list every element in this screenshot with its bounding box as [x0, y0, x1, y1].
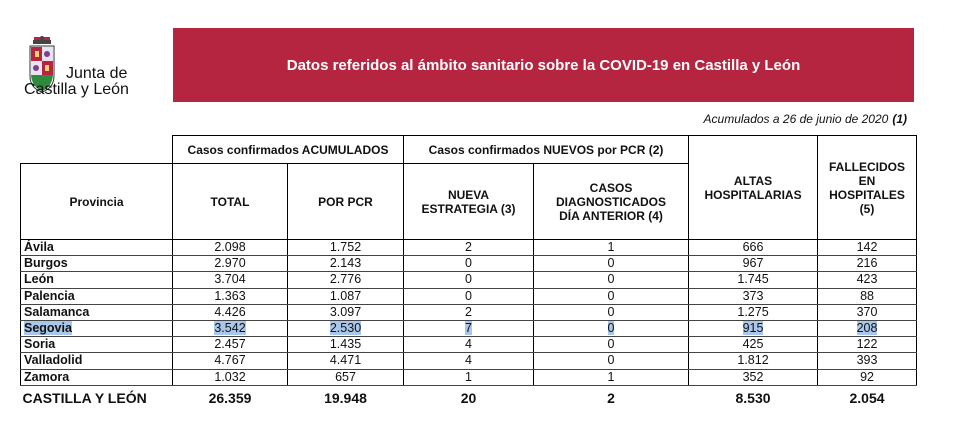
cell-por-pcr: [288, 369, 404, 385]
cell-value: 4.426: [214, 304, 246, 319]
cell-fallecidos: [818, 304, 917, 320]
cell-diag: [534, 272, 689, 288]
cell-value: 0: [607, 272, 615, 287]
cell-value: 4: [465, 353, 472, 368]
table-row: [21, 272, 917, 288]
accumulated-note: (1): [892, 112, 907, 126]
col-header-total: TOTAL: [173, 164, 288, 240]
group-header-acumulados: Casos confirmados ACUMULADOS: [173, 136, 404, 164]
cell-value: 393: [856, 353, 878, 368]
cell-value: 3.097: [329, 304, 362, 319]
cell-diag: [534, 369, 689, 385]
province-cell: [21, 320, 173, 336]
province-cell: [21, 353, 173, 369]
accumulated-date: [704, 112, 907, 126]
table-row: [21, 240, 917, 256]
cell-value: 370: [856, 304, 878, 319]
province-name: Zamora: [24, 369, 70, 384]
cell-por-pcr: [288, 240, 404, 256]
cell-value: 1.087: [329, 288, 362, 303]
cell-por-pcr: [288, 353, 404, 369]
cell-value: 92: [860, 369, 874, 384]
cell-value: 0: [607, 288, 615, 303]
cell-altas: [689, 240, 818, 256]
empty-corner: [21, 136, 173, 164]
cell-fallecidos: [818, 320, 917, 336]
totals-nueva: 20: [460, 389, 477, 406]
table-row: [21, 369, 917, 385]
cell-value: 1.435: [329, 337, 362, 352]
cell-altas: [689, 369, 818, 385]
cell-nueva: [404, 256, 534, 272]
cell-altas: [689, 288, 818, 304]
province-cell: [21, 369, 173, 385]
cell-nueva: [404, 288, 534, 304]
cell-value: 0: [607, 353, 615, 368]
table-row: [21, 288, 917, 304]
cell-value: 4.767: [214, 353, 246, 368]
cell-diag: [534, 304, 689, 320]
province-name: León: [24, 272, 54, 287]
cell-diag: [534, 353, 689, 369]
cell-value: 0: [607, 304, 615, 319]
cell-value: 0: [465, 288, 472, 303]
province-cell: [21, 304, 173, 320]
cell-fallecidos: [818, 353, 917, 369]
province-name: Palencia: [24, 288, 75, 303]
cell-nueva: [404, 240, 534, 256]
cell-nueva: [404, 272, 534, 288]
cell-value: 0: [607, 256, 615, 271]
logo-line2: Castilla y León: [24, 81, 129, 98]
cell-total: [173, 320, 288, 336]
cell-value: 1.752: [329, 240, 362, 255]
cell-value: 2.098: [214, 240, 246, 255]
cell-por-pcr: [288, 272, 404, 288]
cell-total: [173, 240, 288, 256]
table-row: [21, 337, 917, 353]
col-header-altas: ALTAS HOSPITALARIAS: [689, 136, 818, 240]
province-name: Ávila: [24, 240, 54, 255]
cell-altas: [689, 337, 818, 353]
cell-diag: [534, 320, 689, 336]
cell-total: [173, 369, 288, 385]
totals-row: [21, 385, 917, 410]
cell-value: 7: [465, 321, 472, 336]
header-band: [173, 28, 914, 102]
cell-value: 1.745: [737, 272, 769, 287]
cell-total: [173, 256, 288, 272]
cell-total: [173, 353, 288, 369]
cell-value: 657: [335, 369, 356, 384]
province-name: Burgos: [24, 256, 68, 271]
province-cell: [21, 272, 173, 288]
cell-total: [173, 337, 288, 353]
cell-value: 915: [742, 321, 764, 336]
cell-value: 666: [742, 240, 764, 255]
cell-value: 1.363: [214, 288, 246, 303]
cell-value: 1: [607, 369, 615, 384]
totals-diag: 2: [607, 389, 615, 406]
province-cell: [21, 288, 173, 304]
cell-value: 216: [856, 256, 878, 271]
cell-value: 2: [465, 304, 472, 319]
table-row: [21, 256, 917, 272]
table-row: [21, 353, 917, 369]
cell-diag: [534, 337, 689, 353]
cell-por-pcr: [288, 256, 404, 272]
accumulated-text: Acumulados a 26 de junio de 2020: [703, 112, 889, 126]
province-cell: [21, 256, 173, 272]
cell-fallecidos: [818, 272, 917, 288]
cell-value: 423: [856, 272, 878, 287]
province-cell: [21, 240, 173, 256]
cell-value: 208: [856, 321, 878, 336]
cell-por-pcr: [288, 304, 404, 320]
totals-altas: 8.530: [735, 389, 771, 406]
junta-logo: [24, 32, 154, 102]
cell-value: 2.143: [329, 256, 362, 271]
cell-value: 2.776: [329, 272, 362, 287]
cell-value: 4.471: [329, 353, 362, 368]
cell-por-pcr: [288, 320, 404, 336]
cell-value: 0: [607, 321, 615, 336]
cell-value: 1: [607, 240, 615, 255]
cell-diag: [534, 288, 689, 304]
cell-diag: [534, 256, 689, 272]
cell-fallecidos: [818, 288, 917, 304]
cell-nueva: [404, 337, 534, 353]
group-header-nuevos: Casos confirmados NUEVOS por PCR (2): [404, 136, 689, 164]
col-header-fallecidos: FALLECIDOS EN HOSPITALES (5): [818, 136, 917, 240]
province-name: Valladolid: [24, 353, 83, 368]
province-cell: [21, 337, 173, 353]
cell-value: 425: [742, 337, 764, 352]
cell-nueva: [404, 320, 534, 336]
cell-value: 0: [465, 256, 472, 271]
cell-nueva: [404, 304, 534, 320]
cell-value: 352: [742, 369, 764, 384]
province-name: Soria: [24, 337, 56, 352]
cell-value: 122: [856, 337, 878, 352]
cell-value: 3.542: [214, 321, 246, 336]
cell-value: 2.457: [214, 337, 246, 352]
cell-value: 2.970: [214, 256, 246, 271]
col-header-por-pcr: POR PCR: [288, 164, 404, 240]
cell-value: 1.032: [214, 369, 246, 384]
cell-altas: [689, 353, 818, 369]
cell-altas: [689, 320, 818, 336]
cell-nueva: [404, 353, 534, 369]
cell-por-pcr: [288, 337, 404, 353]
cell-fallecidos: [818, 256, 917, 272]
cell-altas: [689, 272, 818, 288]
col-header-nueva-estrategia: NUEVA ESTRATEGIA (3): [404, 164, 534, 240]
cell-value: 967: [742, 256, 764, 271]
cell-value: 4: [465, 337, 472, 352]
cell-por-pcr: [288, 288, 404, 304]
cell-total: [173, 272, 288, 288]
cell-value: 1.275: [737, 304, 769, 319]
table-row: [21, 320, 917, 336]
col-header-provincia: Provincia: [21, 164, 173, 240]
cell-value: 1: [465, 369, 472, 384]
cell-value: 88: [860, 288, 874, 303]
cell-nueva: [404, 369, 534, 385]
cell-altas: [689, 304, 818, 320]
cell-altas: [689, 256, 818, 272]
province-name: Segovia: [24, 321, 72, 336]
cell-value: 373: [742, 288, 764, 303]
cell-diag: [534, 240, 689, 256]
totals-total: 26.359: [208, 389, 252, 406]
covid-data-table: [20, 135, 917, 410]
cell-value: 142: [856, 240, 878, 255]
col-header-casos-diagnosticados: CASOS DIAGNOSTICADOS DÍA ANTERIOR (4): [534, 164, 689, 240]
cell-value: 0: [607, 337, 615, 352]
totals-por-pcr: 19.948: [324, 389, 367, 406]
cell-value: 2.530: [329, 321, 362, 336]
cell-value: 1.812: [737, 353, 769, 368]
totals-fallecidos: 2.054: [849, 389, 885, 406]
cell-fallecidos: [818, 240, 917, 256]
cell-value: 3.704: [214, 272, 246, 287]
totals-label: CASTILLA Y LEÓN: [22, 389, 147, 406]
cell-fallecidos: [818, 337, 917, 353]
cell-total: [173, 304, 288, 320]
cell-value: 0: [465, 272, 472, 287]
table-row: [21, 304, 917, 320]
cell-fallecidos: [818, 369, 917, 385]
province-name: Salamanca: [24, 304, 90, 319]
logo-line1: Junta de: [66, 65, 128, 82]
cell-value: 2: [465, 240, 472, 255]
page-title: Datos referidos al ámbito sanitario sobre la COVID-19 en Castilla y León: [286, 56, 801, 74]
cell-total: [173, 288, 288, 304]
